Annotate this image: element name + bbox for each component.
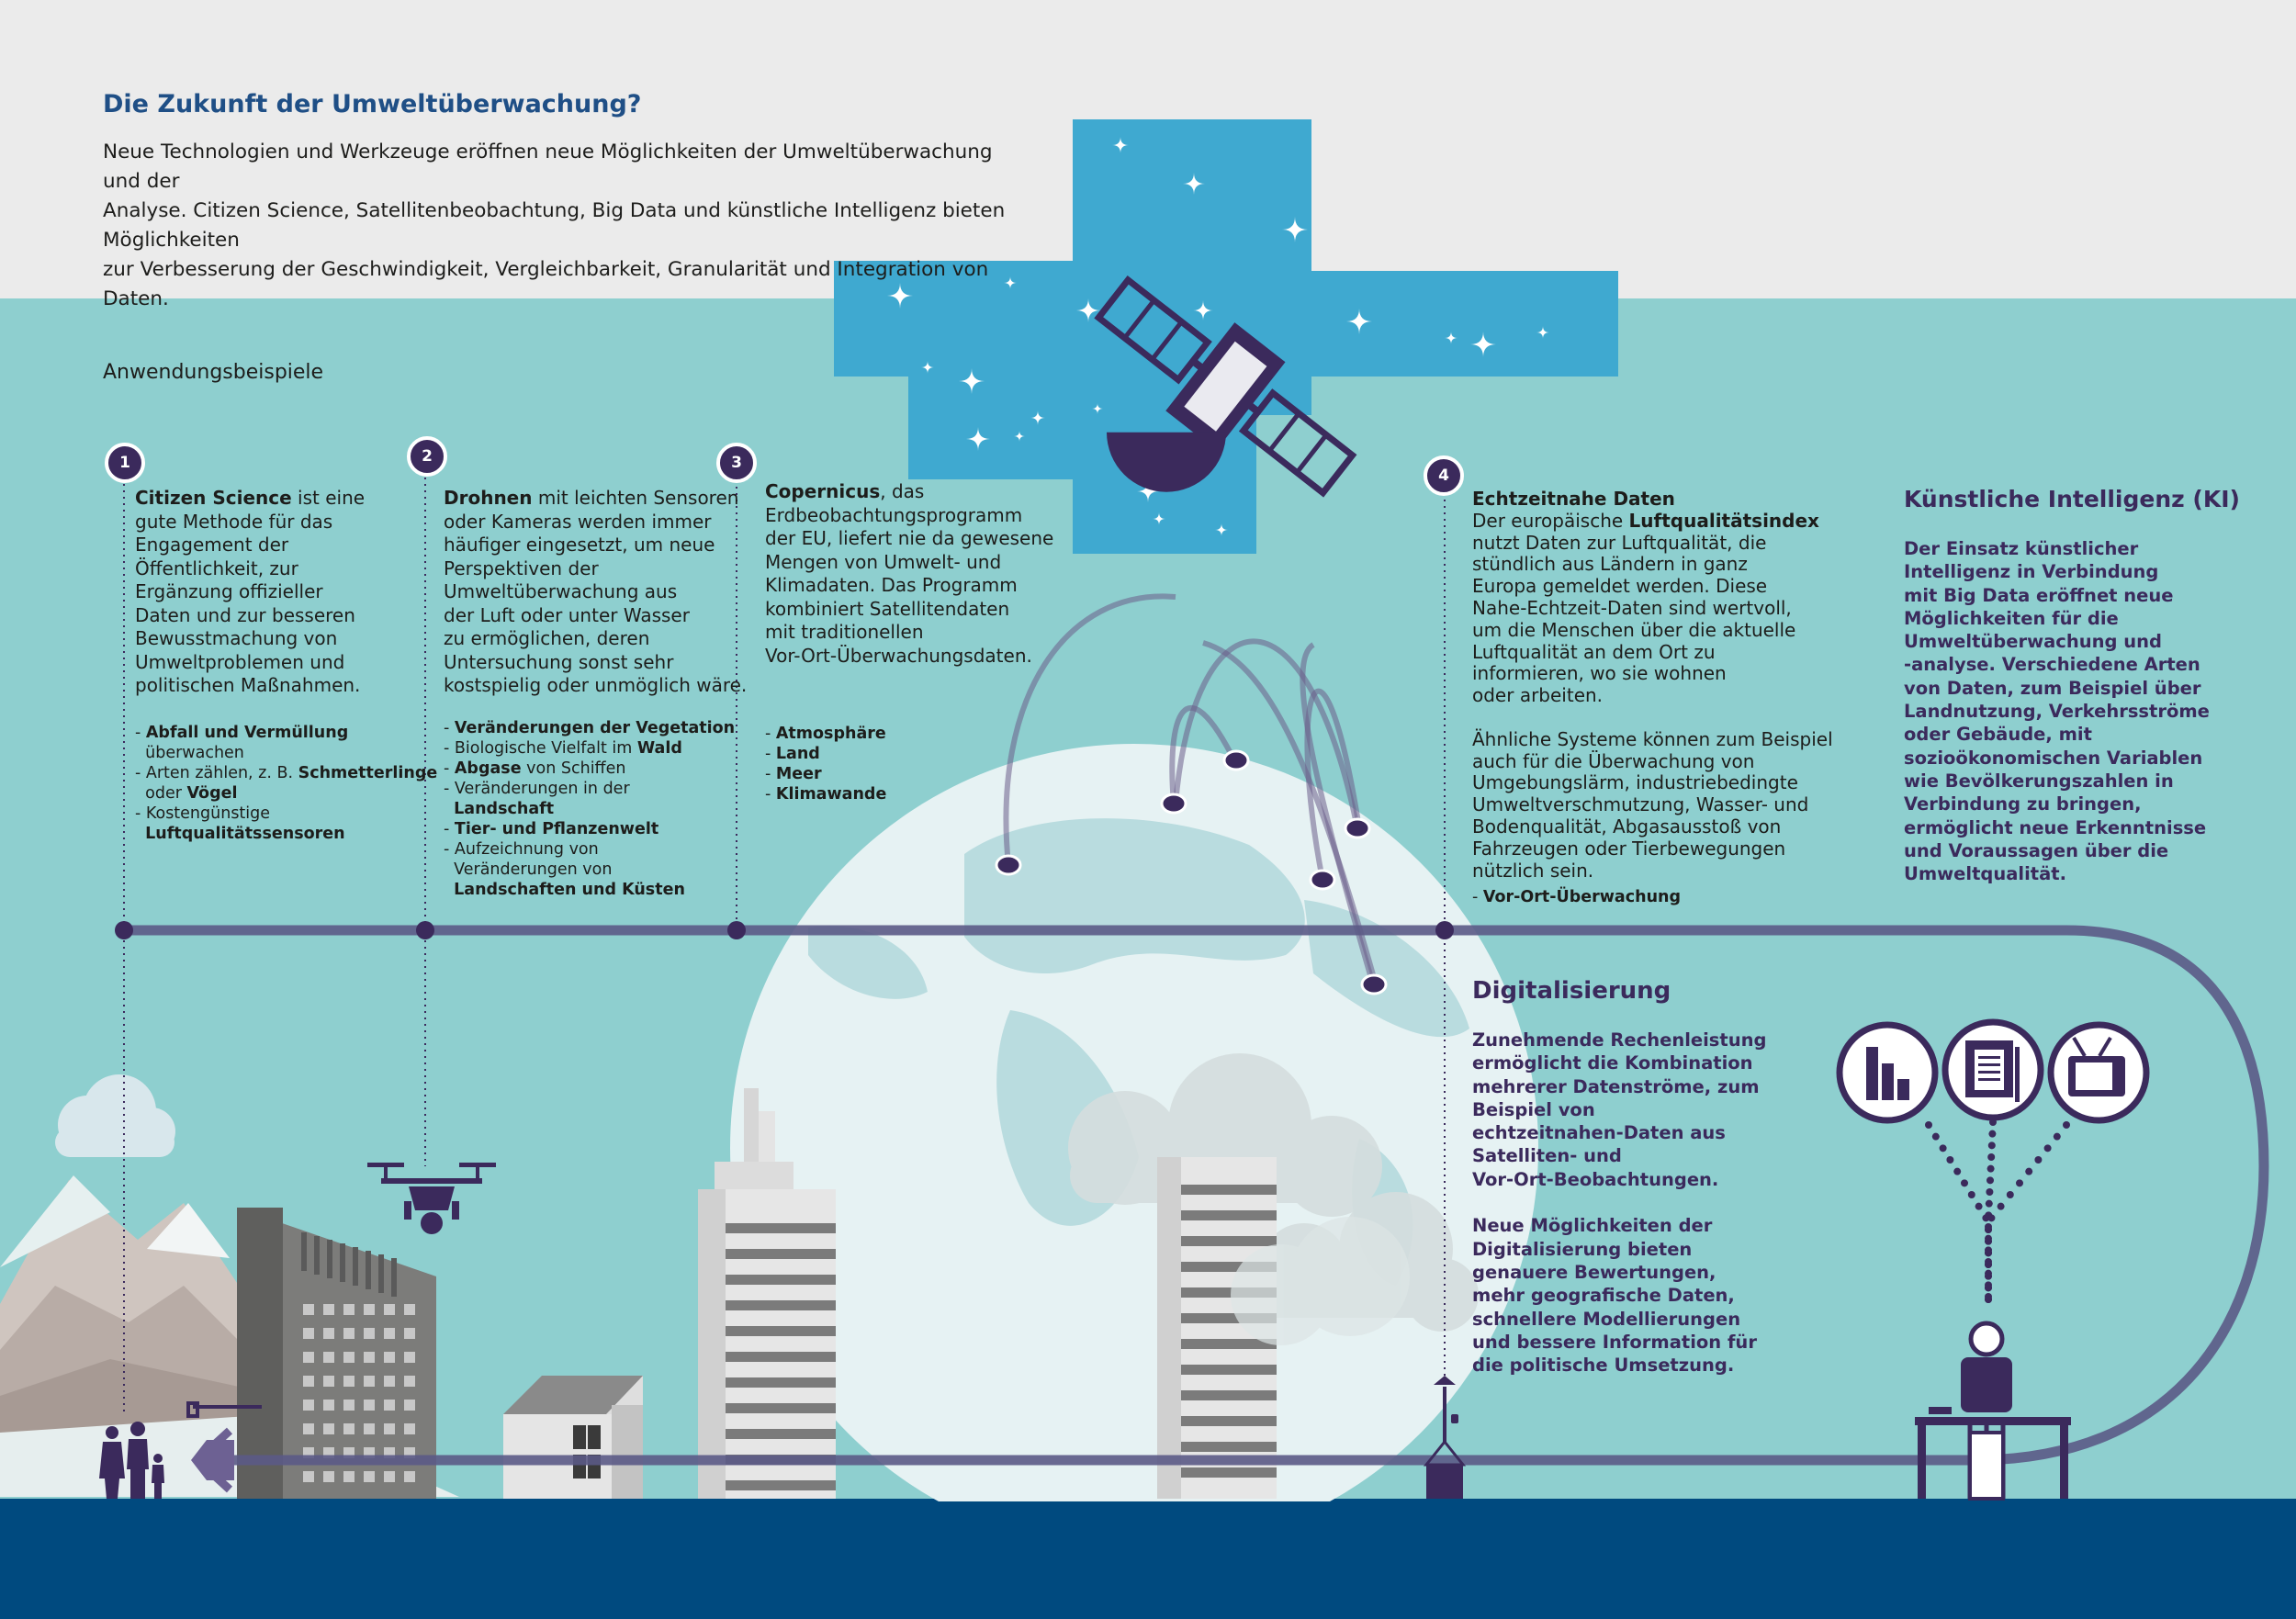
text-span: Mengen von Umwelt- und (765, 550, 1002, 573)
text-span: kostspielig oder unmöglich wäre. (444, 674, 748, 696)
text-span: - (444, 719, 455, 737)
bold-term: Land (775, 745, 820, 763)
text-line (765, 784, 949, 804)
intro-line: Neue Technologien und Werkzeuge eröffnen neue Möglichkeiten der Umweltüberwachung und der (103, 141, 993, 193)
text-line (135, 743, 429, 763)
text-span: Ähnliche Systeme können zum Beispiel (1472, 727, 1833, 750)
data-dot (1998, 1203, 2005, 1210)
bold-term: Copernicus (765, 480, 881, 502)
text-line (135, 534, 411, 557)
text-line (135, 580, 411, 604)
text-line (444, 580, 737, 604)
data-dot (1988, 1141, 1996, 1149)
window (364, 1400, 375, 1411)
data-dot (1932, 1133, 1940, 1141)
window (323, 1400, 334, 1411)
text-span: - Veränderungen in der (444, 780, 630, 798)
window (364, 1352, 375, 1363)
text-span: Untersuchung sonst sehr (444, 650, 674, 673)
data-dot (2007, 1191, 2014, 1198)
item-1-text (135, 487, 411, 698)
text-line (765, 527, 1068, 551)
text-span: nützlich sein. (1472, 859, 1594, 882)
text-span (135, 825, 145, 843)
window (303, 1423, 314, 1434)
text-line: Neue Möglichkeiten der (1472, 1215, 1713, 1237)
text-span: um die Menschen über die aktuelle (1472, 618, 1796, 641)
window (343, 1423, 355, 1434)
text-line: Vor-Ort-Beobachtungen. (1472, 1168, 1719, 1190)
data-dot (1985, 1296, 1992, 1303)
bold-term: Vögel (186, 784, 238, 803)
data-dot (1946, 1156, 1953, 1164)
text-line (1472, 838, 1840, 860)
text-span: Der europäische (1472, 509, 1629, 532)
data-dot (1985, 1226, 1992, 1233)
item-number-3: 3 (716, 443, 757, 483)
bold-term: Schmetterlinge (298, 764, 438, 782)
text-line (765, 598, 1068, 622)
data-dot (1968, 1191, 1975, 1198)
window (303, 1352, 314, 1363)
text-line: und bessere Information für (1472, 1331, 1757, 1353)
text-line (765, 744, 949, 764)
text-span: - Aufzeichnung von (444, 840, 599, 859)
text-span: gute Methode für das (135, 510, 333, 533)
text-line (444, 880, 737, 900)
window (343, 1471, 355, 1482)
text-line (135, 763, 438, 783)
text-span: auch für die Überwachung von (1472, 749, 1755, 772)
text-span: der EU, liefert nie da gewesene (765, 527, 1054, 549)
ground (0, 1499, 2296, 1619)
text-line: Digitalisierung bieten (1472, 1238, 1693, 1260)
text-line (1472, 772, 1840, 794)
text-line (765, 645, 1068, 669)
text-line (1472, 663, 1840, 685)
item-number-2: 2 (407, 436, 447, 477)
text-line (1472, 794, 1840, 816)
bold-term: Drohnen (444, 487, 533, 509)
text-line (1472, 642, 1840, 664)
window (303, 1304, 314, 1315)
data-dot (1989, 1119, 1997, 1126)
data-dot (1988, 1130, 1996, 1138)
text-line (1472, 860, 1840, 883)
text-span (444, 881, 454, 899)
text-span: - (765, 725, 776, 743)
item-1-list (135, 723, 438, 844)
text-span: Engagement der (135, 534, 289, 556)
bold-term: Echtzeitnahe Daten (1472, 488, 1675, 510)
intro-text (103, 138, 1030, 314)
text-span: stündlich aus Ländern in ganz (1472, 553, 1748, 576)
text-line: Zunehmende Rechenleistung (1472, 1029, 1767, 1051)
text-span: - (444, 759, 455, 778)
text-line (135, 783, 429, 804)
text-line: oder Gebäude, mit (1904, 724, 2092, 746)
text-line (135, 487, 411, 511)
text-line (444, 534, 737, 557)
text-span: - (135, 724, 146, 742)
data-dot (1987, 1214, 1995, 1221)
text-line: echtzeitnahen-Daten aus (1472, 1122, 1726, 1144)
floor-stripe (726, 1403, 836, 1413)
text-line (1472, 707, 1840, 729)
floor-stripe (1181, 1416, 1277, 1426)
text-line (444, 718, 737, 738)
window (404, 1328, 415, 1339)
text-line: Möglichkeiten für die (1904, 607, 2119, 629)
digital-text (1472, 1029, 1775, 1377)
text-span: Klimadaten. Das Programm (765, 574, 1018, 596)
text-line: die politische Umsetzung. (1472, 1355, 1735, 1377)
text-line (444, 627, 737, 651)
floor-stripe (726, 1275, 836, 1285)
text-line: wie Bevölkerungszahlen in (1904, 770, 2174, 792)
data-dot (1985, 1261, 1992, 1268)
data-dot (2034, 1156, 2042, 1164)
text-line: mit Big Data eröffnet neue (1904, 584, 2174, 606)
text-line: schnellere Modellierungen (1472, 1308, 1741, 1330)
floor-stripe (726, 1326, 836, 1336)
text-line: Intelligenz in Verbindung (1904, 561, 2159, 583)
data-dot (1985, 1238, 1992, 1245)
text-span: Bodenqualität, Abgasausstoß von (1472, 815, 1782, 838)
data-dot (2025, 1168, 2032, 1175)
text-line (1472, 729, 1840, 751)
text-span: Perspektiven der (444, 557, 599, 579)
text-line: Umweltqualität. (1904, 863, 2066, 885)
text-span: Daten und zur besseren (135, 603, 355, 626)
text-line (1472, 620, 1840, 642)
digital-title: Digitalisierung (1472, 977, 1671, 1005)
house-icon (503, 1376, 643, 1499)
data-dot (1961, 1179, 1968, 1186)
data-dot (2054, 1133, 2061, 1141)
text-line (135, 604, 411, 628)
window (303, 1400, 314, 1411)
section-label: Anwendungsbeispiele (103, 361, 324, 384)
item-number-4: 4 (1424, 455, 1464, 496)
window (404, 1423, 415, 1434)
window (323, 1471, 334, 1482)
floor-stripe (726, 1352, 836, 1362)
item-4-list (1472, 887, 1711, 907)
text-span: überwachen (135, 744, 244, 762)
text-span: - Arten zählen, z. B. (135, 764, 298, 782)
item-3-text (765, 480, 1068, 668)
bold-term: Vor-Ort-Überwachung (1482, 888, 1682, 906)
floor-stripe (1181, 1365, 1277, 1375)
bold-term: Landschaft (454, 800, 555, 818)
text-span: häufiger eingesetzt, um neue (444, 534, 715, 556)
ki-text (1904, 537, 2234, 885)
text-span (444, 800, 454, 818)
window (404, 1352, 415, 1363)
text-line (1472, 816, 1840, 838)
data-dot (1975, 1203, 1983, 1210)
data-dot (1985, 1273, 1992, 1280)
text-line (1472, 751, 1840, 773)
text-line (765, 724, 949, 744)
text-span: , das (880, 480, 925, 502)
text-span: Umweltüberwachung aus (444, 580, 678, 602)
text-line: Landnutzung, Verkehrsströme (1904, 701, 2210, 723)
text-span: Vor-Ort-Überwachungsdaten. (765, 644, 1032, 667)
text-line (444, 738, 737, 759)
text-line (444, 604, 737, 628)
text-span: Erdbeobachtungsprogramm (765, 503, 1023, 526)
bold-term: Abgase (454, 759, 522, 778)
text-line (135, 557, 411, 581)
window (343, 1352, 355, 1363)
text-line (1472, 685, 1840, 707)
text-span: Luftqualität an dem Ort zu (1472, 640, 1716, 663)
floor-stripe (1181, 1210, 1277, 1220)
bold-term: Landschaften und Küsten (454, 881, 685, 899)
item-4-text (1472, 489, 1840, 882)
text-line (444, 860, 737, 880)
text-line (135, 804, 429, 824)
window (384, 1352, 395, 1363)
data-dot (1940, 1144, 1947, 1152)
floor-stripe (726, 1223, 836, 1233)
intro-line: zur Verbesserung der Geschwindigkeit, Vergleichbarkeit, Granularität und Integration von Daten. (103, 258, 989, 310)
window (384, 1400, 395, 1411)
bold-term: Meer (775, 765, 822, 783)
bold-term: Wald (636, 739, 682, 758)
text-span: Veränderungen von (444, 860, 613, 879)
text-line (444, 511, 737, 534)
text-span: Umweltverschmutzung, Wasser- und (1472, 793, 1809, 816)
text-span: oder arbeiten. (1472, 684, 1604, 707)
text-span: oder (135, 784, 187, 803)
text-span: oder Kameras werden immer (444, 510, 712, 533)
bold-term: Klimawande (775, 785, 887, 804)
window (323, 1352, 334, 1363)
text-span: Öffentlichkeit, zur (135, 557, 298, 579)
text-line (444, 759, 737, 779)
text-line (135, 627, 411, 651)
text-line (444, 651, 737, 675)
text-span: Umweltproblemen und (135, 650, 345, 673)
window (323, 1304, 334, 1315)
text-line (444, 799, 737, 819)
text-line (765, 480, 1068, 504)
text-line (1472, 554, 1840, 576)
text-line: mehr geografische Daten, (1472, 1285, 1735, 1307)
text-line (1472, 887, 1711, 907)
text-line (444, 487, 737, 511)
document-icon (1945, 1022, 2041, 1118)
data-dot (1987, 1165, 1995, 1173)
window (343, 1376, 355, 1387)
text-span: - (444, 820, 455, 838)
window (384, 1471, 395, 1482)
window (364, 1471, 375, 1482)
ki-title: Künstliche Intelligenz (KI) (1904, 486, 2240, 512)
data-dot (1985, 1284, 1992, 1291)
data-dot (1953, 1168, 1961, 1175)
data-dot (2016, 1179, 2023, 1186)
window (323, 1423, 334, 1434)
text-line: Verbindung zu bringen, (1904, 793, 2142, 815)
window (404, 1471, 415, 1482)
window (364, 1376, 375, 1387)
window (384, 1423, 395, 1434)
text-line (765, 764, 949, 784)
text-span: - (1472, 888, 1483, 906)
text-span: - (765, 785, 776, 804)
text-line: und Voraussagen über die (1904, 839, 2169, 861)
bold-term: Luftqualitätssensoren (145, 825, 345, 843)
bold-term: Tier- und Pflanzenwelt (454, 820, 659, 838)
text-span: Fahrzeugen oder Tierbewegungen (1472, 837, 1786, 860)
text-line: Satelliten- und (1472, 1145, 1622, 1167)
floor-stripe (1181, 1467, 1277, 1478)
window (364, 1328, 375, 1339)
window (303, 1471, 314, 1482)
text-span: nutzt Daten zur Luftqualität, die (1472, 531, 1767, 554)
floor-stripe (726, 1429, 836, 1439)
floor-stripe (1181, 1390, 1277, 1400)
text-span: kombiniert Satellitendaten (765, 597, 1010, 620)
text-line: mehrerer Datenströme, zum (1472, 1075, 1760, 1097)
text-span: Europa gemeldet werden. Diese (1472, 575, 1768, 598)
item-2-list (444, 718, 737, 900)
item-number-1: 1 (105, 443, 145, 483)
text-span: zu ermöglichen, deren (444, 627, 650, 649)
floor-stripe (1181, 1442, 1277, 1452)
text-span: - Biologische Vielfalt im (444, 739, 637, 758)
window (343, 1328, 355, 1339)
item-3-list (765, 724, 949, 804)
window (323, 1328, 334, 1339)
bold-term: Citizen Science (135, 487, 292, 509)
text-line (1472, 598, 1840, 620)
text-line: sozioökonomischen Variablen (1904, 747, 2203, 769)
text-span: informieren, wo sie wohnen (1472, 662, 1727, 685)
window (384, 1328, 395, 1339)
window (343, 1400, 355, 1411)
window (384, 1304, 395, 1315)
floor-stripe (1181, 1185, 1277, 1195)
window (364, 1423, 375, 1434)
data-dot (1987, 1153, 1995, 1161)
data-dot (1986, 1200, 1993, 1208)
text-span: ist eine (291, 487, 366, 509)
text-span: - Kostengünstige (135, 804, 271, 823)
window (364, 1304, 375, 1315)
text-span (1472, 706, 1478, 728)
text-span: mit traditionellen (765, 621, 924, 643)
text-span: politischen Maßnahmen. (135, 674, 361, 696)
text-line: Umweltüberwachung und (1904, 631, 2162, 653)
floor-stripe (1181, 1236, 1277, 1246)
text-line (1472, 576, 1840, 598)
window (343, 1304, 355, 1315)
text-span: Nahe-Echtzeit-Daten sind wertvoll, (1472, 596, 1792, 619)
text-line (765, 551, 1068, 575)
text-line (135, 511, 411, 534)
text-line: Beispiel von (1472, 1098, 1595, 1120)
text-span: Ergänzung offizieller (135, 580, 323, 602)
text-line (135, 674, 411, 698)
text-line (135, 723, 429, 743)
data-dot (2044, 1144, 2052, 1152)
window (303, 1328, 314, 1339)
bold-term: Veränderungen der Vegetation (454, 719, 736, 737)
data-dot (2063, 1121, 2070, 1129)
text-span: Bewusstmachung von (135, 627, 338, 649)
bold-term: Atmosphäre (775, 725, 886, 743)
window (384, 1376, 395, 1387)
data-dot (1986, 1176, 1994, 1184)
text-span: - (765, 745, 776, 763)
text-span: der Luft oder unter Wasser (444, 603, 690, 626)
text-line (1472, 489, 1840, 511)
text-line: von Daten, zum Beispiel über (1904, 677, 2201, 699)
text-span: - (765, 765, 776, 783)
data-dot (1925, 1121, 1932, 1129)
window (323, 1376, 334, 1387)
text-span: Umgebungslärm, industriebedingte (1472, 771, 1798, 794)
floor-stripe (726, 1249, 836, 1259)
text-line (444, 779, 737, 799)
text-line (444, 839, 737, 860)
data-dot (1986, 1188, 1993, 1196)
text-line: ermöglicht die Kombination (1472, 1052, 1753, 1074)
bold-term: Abfall und Vermüllung (145, 724, 349, 742)
text-line (135, 824, 429, 844)
text-line (444, 674, 748, 698)
text-line: genauere Bewertungen, (1472, 1261, 1716, 1283)
bold-term: Luftqualitätsindex (1628, 509, 1819, 532)
text-line: ermöglicht neue Erkenntnisse (1904, 816, 2207, 838)
text-line (444, 557, 737, 581)
text-line (1472, 511, 1840, 533)
bar-chart-icon (1840, 1025, 1935, 1120)
text-line: -analyse. Verschiedene Arten (1904, 654, 2200, 676)
text-line (135, 651, 411, 675)
tv-icon (2051, 1025, 2146, 1120)
text-span: mit leichten Sensoren (532, 487, 739, 509)
item-2-text (444, 487, 748, 698)
text-line (765, 574, 1068, 598)
floor-stripe (726, 1377, 836, 1388)
intro-line: Analyse. Citizen Science, Satellitenbeobachtung, Big Data und künstliche Intelligenz bieten Möglichkeiten (103, 199, 1006, 252)
text-span: von Schiffen (521, 759, 626, 778)
page-title: Die Zukunft der Umweltüberwachung? (103, 90, 642, 118)
floor-stripe (726, 1300, 836, 1310)
text-line (444, 819, 737, 839)
window (303, 1376, 314, 1387)
data-dot (1985, 1249, 1992, 1256)
text-line (1472, 533, 1840, 555)
text-line: Der Einsatz künstlicher (1904, 538, 2139, 559)
window (404, 1304, 415, 1315)
window (404, 1400, 415, 1411)
window (404, 1376, 415, 1387)
text-line (765, 621, 1068, 645)
floor-stripe (726, 1480, 836, 1490)
text-line (1472, 1191, 1775, 1214)
text-line (765, 504, 1068, 528)
